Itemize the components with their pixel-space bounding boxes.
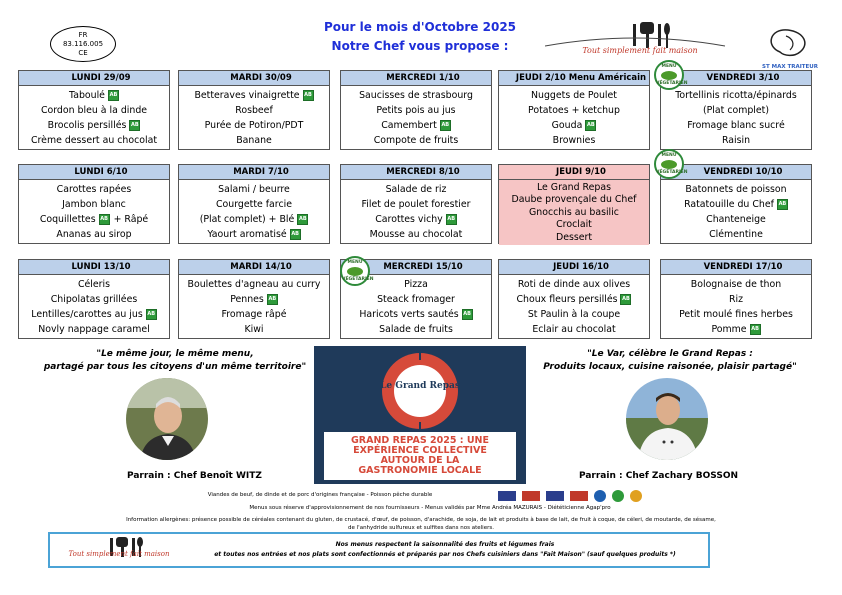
- day-cell: [498, 259, 650, 339]
- st-max-logo: [760, 22, 820, 68]
- organic-ab-icon: AB: [462, 309, 473, 320]
- menu-item: [19, 279, 169, 291]
- menu-item: [341, 135, 491, 147]
- menu-item-text: Eclair au chocolat: [532, 324, 616, 335]
- day-items: [341, 275, 491, 340]
- day-header: JEUDI 2/10 Menu Américain: [499, 71, 649, 86]
- day-cell: [660, 259, 812, 339]
- menu-item: [19, 309, 169, 321]
- menu-item-text: Cordon bleu à la dinde: [40, 105, 148, 116]
- menu-item: [499, 309, 649, 321]
- menu-item: [179, 135, 329, 147]
- menu-vegetarien-badge: [654, 149, 688, 179]
- menu-item: [179, 279, 329, 291]
- menu-item-text: Chanteneige: [706, 214, 766, 225]
- menu-item-text: Dessert: [555, 231, 593, 243]
- reserve-note: Menus sous réserve d'approvisionnement de nos fournisseurs - Menus validés par Mme Andréa MAZURAIS - Diététicienne Agap'pro: [249, 505, 611, 511]
- day-cell: [18, 259, 170, 339]
- day-items: [19, 275, 169, 340]
- menu-item-text: Steack fromager: [377, 294, 455, 305]
- menu-item: [179, 214, 329, 226]
- allergy-note-1: Information allergènes: présence possible de céréales contenant du gluten, de crustacé, d'œuf, de poisson, d'arachide, de soja, de lait et produits à base de lait, de fruit à coque, de céleri, de moutarde, de sésame,: [126, 517, 716, 523]
- menu-item: [661, 324, 811, 336]
- menu-item-text: (Plat complet): [703, 105, 769, 116]
- menu-item-text: Salami / beurre: [218, 184, 290, 195]
- menu-badge-bottom: VÉGÉTARIEN: [656, 169, 688, 175]
- day-header: JEUDI 9/10: [499, 165, 649, 180]
- day-cell: [340, 70, 492, 150]
- footer-line-2: et toutes nos entrées et nos plats sont confectionnés et préparés par nos Chefs cuisiniers dans "Fait Maison" (sauf quelques produits *): [214, 551, 676, 558]
- day-items: [499, 86, 649, 151]
- day-header: JEUDI 16/10: [499, 260, 649, 275]
- menu-item-text: Brocolis persillés: [47, 120, 127, 131]
- menu-item: [19, 135, 169, 147]
- menu-item-text: Haricots verts sautés: [359, 309, 459, 320]
- menu-item-text: Salade de fruits: [379, 324, 453, 335]
- page-title: Pour le mois d'Octobre 2025: [323, 20, 517, 34]
- menu-item: [499, 279, 649, 291]
- fait-maison-logo: [545, 20, 735, 60]
- day-header: MERCREDI 1/10: [341, 71, 491, 86]
- quote-left-line-1: "Le même jour, le même menu,: [96, 349, 254, 359]
- day-header: VENDREDI 17/10: [661, 260, 811, 275]
- leaf-icon: [661, 71, 677, 80]
- chef-zachary-photo: [626, 378, 708, 460]
- menu-vegetarien-badge: [340, 256, 374, 286]
- menu-item: [499, 105, 649, 117]
- menu-item: [499, 294, 649, 306]
- menu-item: [341, 214, 491, 226]
- menu-badge-top: MENU: [661, 152, 677, 158]
- menu-item-text: Raisin: [721, 135, 751, 146]
- quote-right: [520, 348, 820, 374]
- menu-item: [661, 120, 811, 132]
- menu-item: [341, 105, 491, 117]
- menu-item-text: Clémentine: [709, 229, 763, 240]
- menu-item-text: Croclait: [556, 219, 592, 230]
- menu-item-text: Crème dessert au chocolat: [30, 135, 158, 146]
- menu-item-text: Potatoes + ketchup: [528, 105, 620, 116]
- menu-item-text: Coquillettes: [39, 214, 96, 225]
- day-cell: [660, 164, 812, 244]
- menu-item-text: Céleris: [77, 279, 111, 290]
- menu-item: [179, 105, 329, 117]
- origin-note: Viandes de beuf, de dinde et de porc d'origines française - Poisson pêche durable: [207, 492, 433, 498]
- menu-item: [341, 199, 491, 211]
- day-cell: [340, 164, 492, 244]
- day-header: VENDREDI 3/10: [661, 71, 811, 86]
- menu-item-text: Betteraves vinaigrette: [194, 90, 300, 101]
- menu-item: [19, 184, 169, 196]
- organic-ab-icon: AB: [620, 294, 631, 305]
- organic-ab-icon: AB: [440, 120, 451, 131]
- organic-ab-icon: AB: [146, 309, 157, 320]
- menu-item: [19, 199, 169, 211]
- allergy-note-2: de l'anhydride sulfureux et sulfites dans nos ateliers.: [348, 525, 494, 531]
- quote-right-line-1: "Le Var, célèbre le Grand Repas :: [587, 349, 753, 359]
- day-items: [661, 86, 811, 151]
- day-header: MERCREDI 8/10: [341, 165, 491, 180]
- menu-item-text: Bolognaise de thon: [690, 279, 782, 290]
- menu-item-text: Le Grand Repas: [537, 181, 611, 193]
- day-header: MARDI 14/10: [179, 260, 329, 275]
- badge-line-3: CE: [78, 48, 88, 57]
- menu-item-text: Carottes vichy: [375, 214, 443, 225]
- menu-item: [341, 324, 491, 336]
- menu-item-text: Riz: [728, 294, 744, 305]
- menu-item-text: Lentilles/carottes au jus: [31, 309, 143, 320]
- day-cell: [178, 259, 330, 339]
- day-items: [499, 180, 649, 245]
- quote-left-line-2: partagé par tous les citoyens d'un même territoire": [43, 362, 307, 372]
- menu-item-text: Camembert: [381, 120, 437, 131]
- menu-item-text: Pennes: [230, 294, 264, 305]
- menu-item: [19, 229, 169, 241]
- menu-item-text: Novly nappage caramel: [38, 324, 150, 335]
- menu-item: [19, 324, 169, 336]
- organic-ab-icon: AB: [99, 214, 110, 225]
- parrain-right: Parrain : Chef Zachary BOSSON: [579, 471, 739, 481]
- menu-item: [661, 105, 811, 117]
- menu-item: [499, 219, 649, 231]
- menu-item-text: Fromage râpé: [221, 309, 287, 320]
- menu-item: [661, 214, 811, 226]
- menu-item-text: (Plat complet) + Blé: [199, 214, 295, 225]
- menu-item: [661, 90, 811, 102]
- menu-item: [661, 184, 811, 196]
- day-cell: [498, 70, 650, 150]
- menu-item-text: Taboulé: [69, 90, 105, 101]
- day-items: [661, 275, 811, 340]
- menu-item: [341, 294, 491, 306]
- poster-line-2: EXPÉRIENCE COLLECTIVE: [353, 445, 487, 456]
- menu-item-text: Purée de Potiron/PDT: [204, 120, 304, 131]
- menu-item: [499, 232, 649, 244]
- organic-ab-icon: AB: [290, 229, 301, 240]
- menu-item-text: Batonnets de poisson: [685, 184, 787, 195]
- menu-item: [341, 229, 491, 241]
- parrain-left: Parrain : Chef Benoît WITZ: [127, 471, 262, 481]
- organic-ab-icon: AB: [129, 120, 140, 131]
- menu-item: [179, 184, 329, 196]
- menu-item-text: Roti de dinde aux olives: [517, 279, 631, 290]
- menu-item: [341, 90, 491, 102]
- menu-item-text: Daube provençale du Chef: [511, 194, 637, 205]
- poster-logo-text: Le Grand Repas: [380, 381, 460, 391]
- quote-right-line-2: Produits locaux, cuisine raisonée, plaisir partagé": [543, 362, 797, 372]
- menu-item-text: Fromage blanc sucré: [687, 120, 785, 131]
- menu-item-text: Salade de riz: [385, 184, 447, 195]
- day-items: [499, 275, 649, 340]
- menu-item: [499, 324, 649, 336]
- day-header: VENDREDI 10/10: [661, 165, 811, 180]
- menu-item-text: Petit moulé fines herbes: [679, 309, 793, 320]
- menu-item-text: Courgette farcie: [216, 199, 292, 210]
- organic-ab-icon: AB: [297, 214, 308, 225]
- menu-item-text: Compote de fruits: [373, 135, 459, 146]
- menu-item: [499, 120, 649, 132]
- menu-item-text: Choux fleurs persillés: [516, 294, 618, 305]
- menu-item: [661, 135, 811, 147]
- menu-item: [179, 120, 329, 132]
- menu-item-text: Ratatouille du Chef: [684, 199, 774, 210]
- day-items: [661, 180, 811, 245]
- day-header: MARDI 7/10: [179, 165, 329, 180]
- day-items: [179, 275, 329, 340]
- menu-item: [19, 120, 169, 132]
- menu-item: [661, 229, 811, 241]
- menu-item-text: Ananas au sirop: [56, 229, 132, 240]
- menu-item: [661, 309, 811, 321]
- menu-item-text: Jambon blanc: [62, 199, 126, 210]
- day-header: LUNDI 13/10: [19, 260, 169, 275]
- menu-item-text: Petits pois au jus: [376, 105, 456, 116]
- menu-item-text: Brownies: [552, 135, 596, 146]
- footer-box: [48, 532, 710, 568]
- poster-line-3: AUTOUR DE LA: [380, 455, 460, 466]
- badge-line-2: 83.116.005: [62, 39, 104, 48]
- menu-item-text: Filet de poulet forestier: [361, 199, 471, 210]
- menu-item: [499, 135, 649, 147]
- menu-item: [499, 90, 649, 102]
- day-header: MARDI 30/09: [179, 71, 329, 86]
- leaf-icon: [347, 267, 363, 276]
- menu-item-text: Tortellinis ricotta/épinards: [675, 90, 797, 101]
- menu-item: [661, 279, 811, 291]
- menu-item-text: Mousse au chocolat: [369, 229, 463, 240]
- menu-item: [661, 294, 811, 306]
- menu-item: [499, 182, 649, 194]
- badge-line-1: FR: [78, 30, 88, 39]
- menu-item: [341, 309, 491, 321]
- day-items: [19, 86, 169, 151]
- menu-item-text: Yaourt aromatisé: [207, 229, 287, 240]
- poster-line-4: GASTRONOMIE LOCALE: [358, 465, 482, 476]
- menu-item: [499, 194, 649, 206]
- menu-badge-top: MENU: [347, 259, 363, 265]
- organic-ab-icon: AB: [446, 214, 457, 225]
- menu-item: [179, 90, 329, 102]
- menu-badge-top: MENU: [661, 63, 677, 69]
- menu-item: [341, 120, 491, 132]
- label-logos: [496, 488, 646, 502]
- day-header: MERCREDI 15/10: [341, 260, 491, 275]
- day-cell: [18, 164, 170, 244]
- menu-item-text: Gouda: [551, 120, 583, 131]
- menu-badge-bottom: VÉGÉTARIEN: [342, 276, 374, 282]
- menu-item-text: Pomme: [711, 324, 747, 335]
- menu-item-suffix: + Râpé: [113, 214, 149, 225]
- day-items: [179, 180, 329, 245]
- menu-item: [19, 214, 169, 226]
- day-items: [179, 86, 329, 151]
- quote-left: [30, 348, 320, 374]
- menu-item: [19, 105, 169, 117]
- footer-line-1: Nos menus respectent la saisonnalité des fruits et légumes frais: [335, 541, 555, 548]
- day-items: [19, 180, 169, 245]
- menu-item-text: Nuggets de Poulet: [531, 90, 617, 101]
- grand-repas-poster: [314, 346, 526, 484]
- leaf-icon: [661, 160, 677, 169]
- menu-item-text: Pizza: [404, 279, 428, 290]
- day-header: LUNDI 29/09: [19, 71, 169, 86]
- menu-vegetarien-badge: [654, 60, 688, 90]
- menu-item-text: Rosbeef: [235, 105, 273, 116]
- poster-banner: [324, 432, 516, 480]
- menu-item: [499, 207, 649, 219]
- organic-ab-icon: AB: [585, 120, 596, 131]
- menu-item-text: Kiwi: [244, 324, 264, 335]
- menu-item: [341, 184, 491, 196]
- chef-benoit-photo: [126, 378, 208, 460]
- menu-item: [179, 324, 329, 336]
- organic-ab-icon: AB: [777, 199, 788, 210]
- organic-ab-icon: AB: [267, 294, 278, 305]
- poster-line-1: GRAND REPAS 2025 : UNE: [350, 435, 489, 446]
- menu-item-text: St Paulin à la coupe: [527, 309, 621, 320]
- organic-ab-icon: AB: [750, 324, 761, 335]
- menu-item: [19, 90, 169, 102]
- menu-item-text: Chipolatas grillées: [50, 294, 138, 305]
- organic-ab-icon: AB: [303, 90, 314, 101]
- menu-badge-bottom: VÉGÉTARIEN: [656, 80, 688, 86]
- menu-item-text: Boulettes d'agneau au curry: [187, 279, 321, 290]
- day-cell: [498, 164, 650, 244]
- footer-logo-text: Tout simplement fait maison: [68, 550, 170, 558]
- health-mark-badge: [50, 26, 116, 62]
- fait-maison-text: Tout simplement fait maison: [582, 46, 698, 55]
- st-max-label: ST MAX TRAITEUR: [761, 64, 818, 70]
- day-cell: [178, 164, 330, 244]
- page-subtitle: Notre Chef vous propose :: [331, 39, 509, 53]
- menu-item: [179, 199, 329, 211]
- menu-item: [179, 229, 329, 241]
- organic-ab-icon: AB: [108, 90, 119, 101]
- day-items: [341, 86, 491, 151]
- menu-item: [179, 309, 329, 321]
- day-cell: [178, 70, 330, 150]
- menu-item-text: Gnocchis au basilic: [529, 206, 619, 218]
- day-items: [341, 180, 491, 245]
- menu-item-text: Carottes rapées: [56, 184, 132, 195]
- menu-item: [661, 199, 811, 211]
- menu-item: [179, 294, 329, 306]
- menu-item-text: Banane: [236, 135, 272, 146]
- menu-item-text: Saucisses de strasbourg: [359, 90, 473, 101]
- day-cell: [18, 70, 170, 150]
- menu-item: [19, 294, 169, 306]
- day-header: LUNDI 6/10: [19, 165, 169, 180]
